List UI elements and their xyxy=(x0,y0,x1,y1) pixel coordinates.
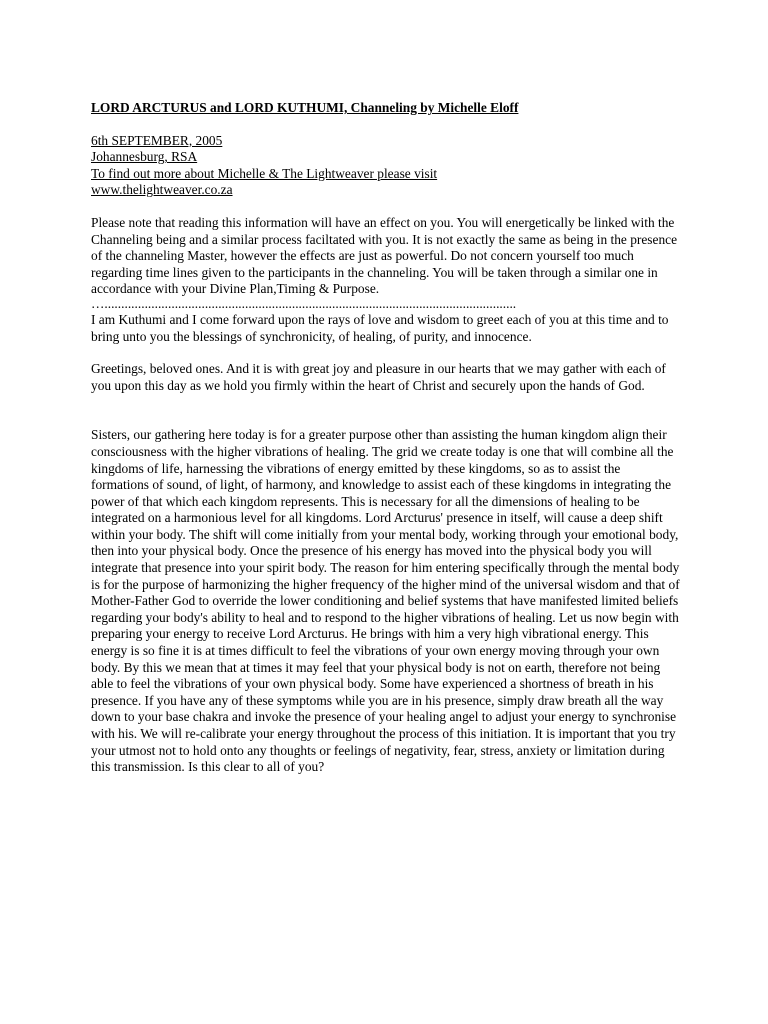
paragraph-kuthumi-intro: I am Kuthumi and I come forward upon the rays of love and wisdom to greet each of you at this time and to bring unto you the blessings of synchronicity, of healing, of purity, and innocence. xyxy=(91,311,669,344)
paragraph-greetings: Greetings, beloved ones. And it is with great joy and pleasure in our hearts that we may gather with each of you upon this day as we hold you firmly within the heart of Christ and securely upon the hands of God. xyxy=(91,361,666,393)
document-title: LORD ARCTURUS and LORD KUTHUMI, Channeling by Michelle Eloff xyxy=(91,100,519,115)
website-link[interactable]: www.thelightweaver.co.za xyxy=(91,182,233,198)
document-meta xyxy=(91,133,681,199)
paragraph-sisters: Sisters, our gathering here today is for a greater purpose other than assisting the human kingdom align their consciousness with the higher vibrations of healing. The grid we create today is one that will combine all the kingdoms of life, harnessing the vibrations of energy emitted by these kingdoms, so as to assist the formations of sound, of light, of harmony, and knowledge to assist each of these kingdoms in integrating the power of that which each kingdom represents. This is necessary for all the dimensions of healing to be integrated on a harmonious level for all kingdoms. Lord Arcturus' presence in itself, will cause a deep shift within your body. The shift will come initially from your mental body, working through your emotional body, then into your physical body. Once the presence of his energy has moved into the physical body you will integrate that presence into your spirit body. The reason for him entering specifically through the mental body is for the purpose of harmonizing the higher frequency of the higher mind of the universal wisdom and that of Mother-Father God to override the lower conditioning and belief systems that have manifested limited beliefs regarding your body's ability to heal and to respond to the higher vibrations of healing. Let us now begin with preparing your energy to receive Lord Arcturus. He brings with him a very high vibrational energy. This energy is so fine it is at times difficult to feel the vibrations of your own energy moving through your own body. By this we mean that at times it may feel that your physical body is not on earth, therefore not being able to feel the vibrations of your own physical body. Some have experienced a shortness of breath in his presence. If you have any of these symptoms while you are in his presence, simply draw breath all the way down to your base chakra and invoke the presence of your healing angel to adjust your energy to synchronise with his. We will re-calibrate your energy throughout the process of this initiation. It is important that you try your utmost not to hold onto any thoughts or feelings of negativity, fear, stress, anxiety or limitation during this transmission. Is this clear to all of you? xyxy=(91,427,680,775)
document-date: 6th SEPTEMBER, 2005 xyxy=(91,132,223,148)
document-location: Johannesburg, RSA xyxy=(91,149,198,165)
dotted-divider: …........................................................................................................................... xyxy=(91,297,517,311)
info-text: To find out more about Michelle & The Lightweaver please visit xyxy=(91,165,438,181)
reading-note: Please note that reading this information will have an effect on you. You will energetically be linked with the Channeling being and a similar process faciltated with you. It is not exactly the same as being in the presence of the channeling Master, however the effects are just as powerful. Do not concern yourself too much regarding time lines given to the participants in the channeling. You will be taken through a similar one in accordance with your Divine Plan,Timing & Purpose. xyxy=(91,214,678,297)
document-page xyxy=(91,100,681,792)
